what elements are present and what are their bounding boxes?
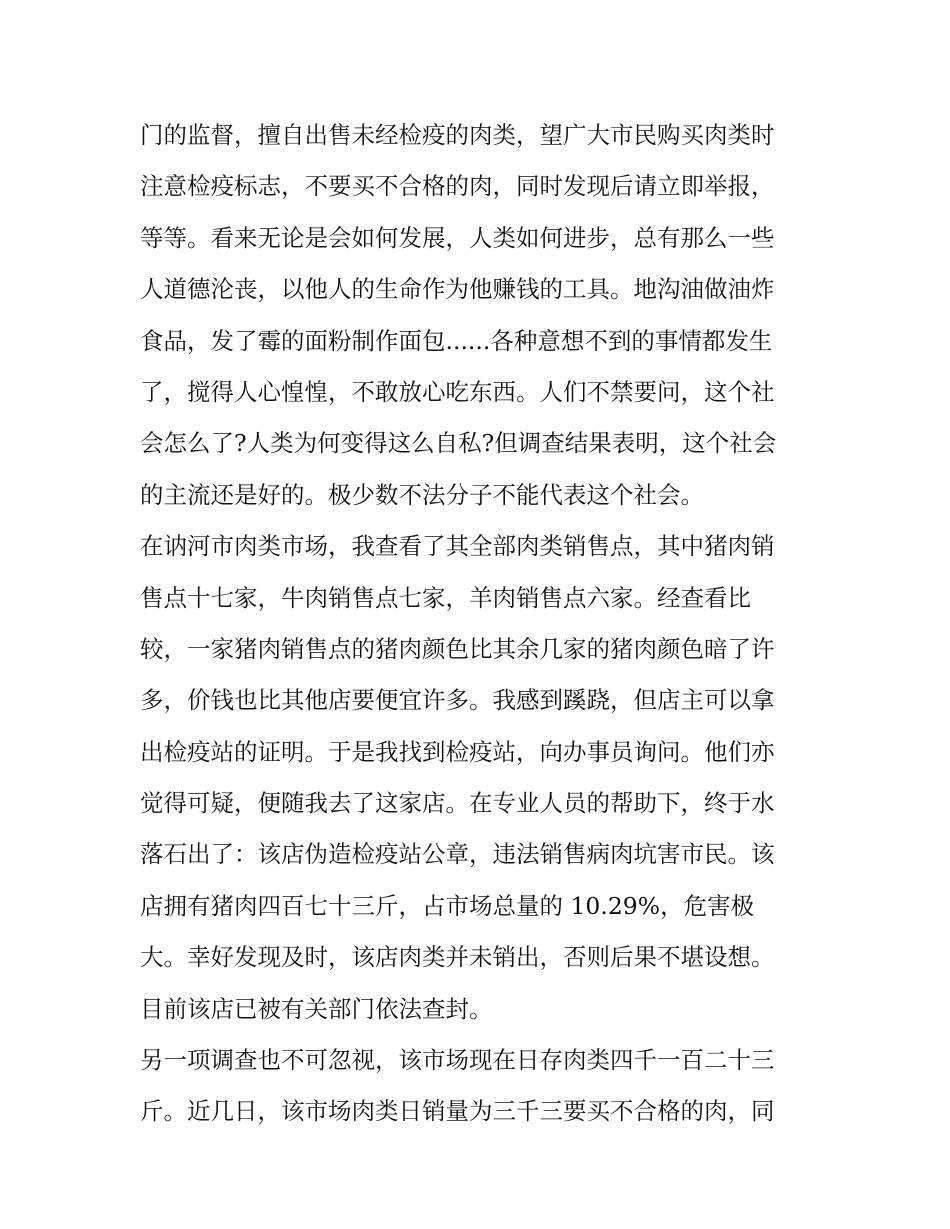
text-line: 多，价钱也比其他店要便宜许多。我感到蹊跷，但店主可以拿	[140, 686, 775, 715]
text-line: 的主流还是好的。极少数不法分子不能代表这个社会。	[140, 480, 704, 509]
text-line: 店拥有猪肉四百七十三斤，占市场总量的 10.29%，危害极	[140, 891, 755, 920]
text-line: 了，搅得人心惶惶，不敢放心吃东西。人们不禁要问，这个社	[140, 377, 775, 406]
text-line: 等等。看来无论是会如何发展，人类如何进步，总有那么一些	[140, 223, 775, 252]
text-line: 注意检疫标志，不要买不合格的肉，同时发现后请立即举报，	[140, 172, 775, 201]
text-line: 在讷河市肉类市场，我查看了其全部肉类销售点，其中猪肉销	[140, 532, 775, 561]
text-line: 售点十七家，牛肉销售点七家，羊肉销售点六家。经查看比	[140, 583, 751, 612]
text-line: 会怎么了?人类为何变得这么自私?但调查结果表明，这个社会	[140, 429, 777, 458]
text-line: 觉得可疑，便随我去了这家店。在专业人员的帮助下，终于水	[140, 789, 775, 818]
text-line: 食品，发了霉的面粉制作面包......各种意想不到的事情都发生	[140, 326, 773, 355]
text-line: 人道德沦丧，以他人的生命作为他赚钱的工具。地沟油做油炸	[140, 275, 775, 304]
text-line: 大。幸好发现及时，该店肉类并未销出，否则后果不堪设想。	[140, 943, 775, 972]
text-line: 较，一家猪肉销售点的猪肉颜色比其余几家的猪肉颜色暗了许	[140, 634, 775, 663]
text-line: 落石出了：该店伪造检疫站公章，违法销售病肉坑害市民。该	[140, 840, 775, 869]
body-text	[140, 110, 820, 1138]
text-line: 另一项调查也不可忽视，该市场现在日存肉类四千一百二十三	[140, 1046, 775, 1075]
text-line: 目前该店已被有关部门依法查封。	[140, 994, 493, 1023]
text-line: 出检疫站的证明。于是我找到检疫站，向办事员询问。他们亦	[140, 737, 775, 766]
text-line: 门的监督，擅自出售未经检疫的肉类，望广大市民购买肉类时	[140, 121, 775, 149]
text-line: 斤。近几日，该市场肉类日销量为三千三要买不合格的肉，同	[140, 1097, 775, 1126]
